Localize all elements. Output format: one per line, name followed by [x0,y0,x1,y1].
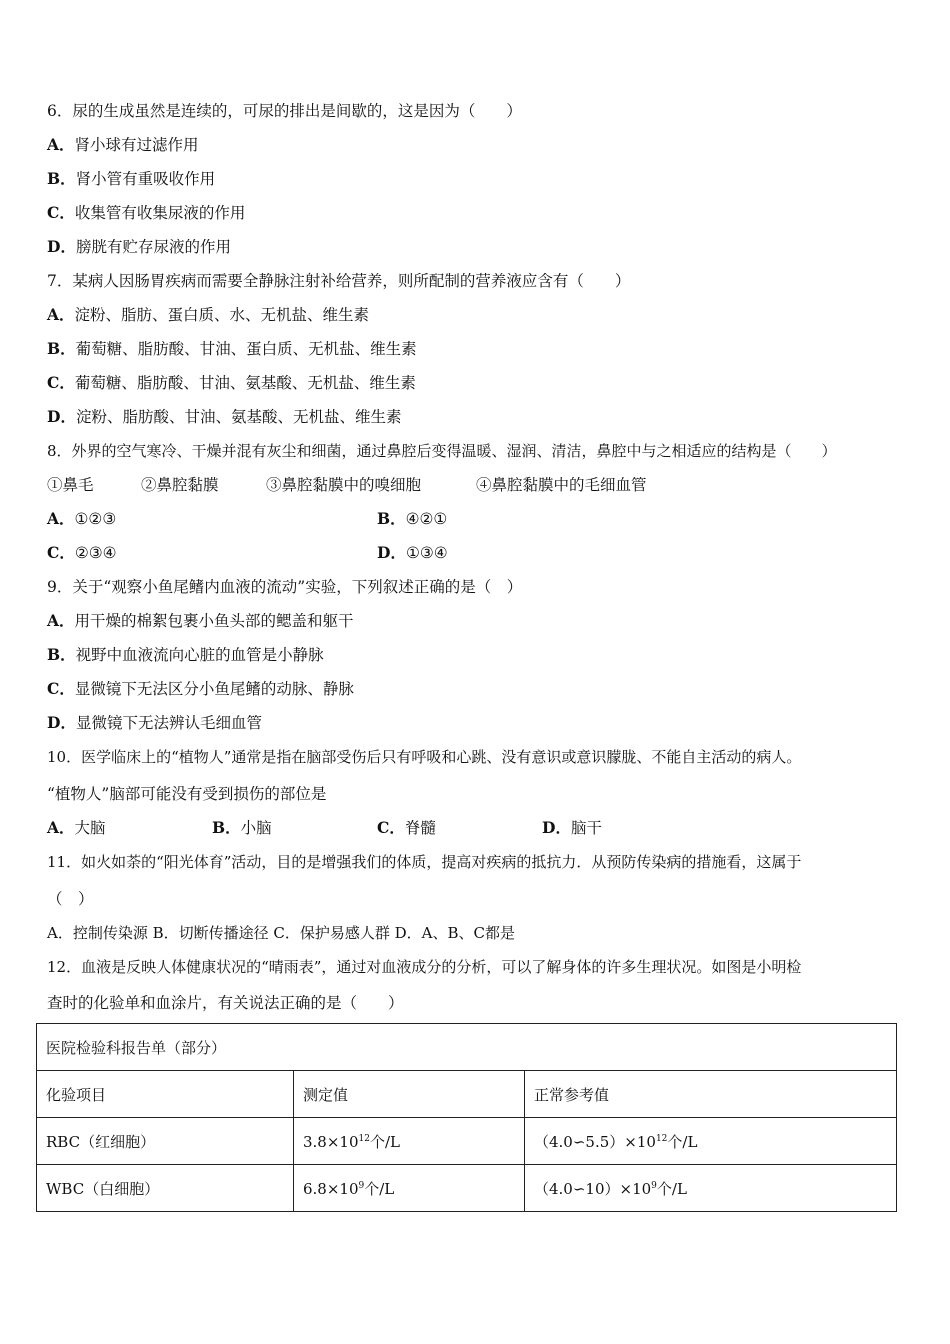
cell-item: WBC（白细胞） [37,1165,294,1212]
option-letter: A． [47,611,75,630]
option-letter: A． [47,509,75,528]
q6-stem: 6．尿的生成虽然是连续的，可尿的排出是间歇的，这是因为（ ） [47,102,522,120]
ref-base: （4.0∽10）×10 [534,1179,652,1198]
option-text: 收集管有收集尿液的作用 [74,204,246,222]
q10-stem-line1: 10．医学临床上的“植物人”通常是指在脑部受伤后只有呼吸和心跳、没有意识或意识朦胧、不能自主活动的病人。 [47,748,802,766]
q11-stem-line2: （ ） [47,890,94,908]
q6-option-c [47,203,245,223]
q11-options: A．控制传染源 B．切断传播途径 C．保护易感人群 D．A、B、C都是 [47,924,515,942]
option-letter: B． [47,339,76,358]
q10-option-a [47,818,106,838]
option-text: 淀粉、脂肪、蛋白质、水、无机盐、维生素 [74,306,370,324]
q10-stem-line2: “植物人”脑部可能没有受到损伤的部位是 [47,785,327,803]
lab-report-table [36,1023,897,1212]
cell-value [294,1165,525,1212]
q8-stem: 8．外界的空气寒冷、干燥并混有灰尘和细菌，通过鼻腔后变得温暖、湿润、清洁，鼻腔中与之相适应的结构是（ ） [47,442,837,460]
cell-reference [525,1118,897,1165]
option-text: 葡萄糖、脂肪酸、甘油、氨基酸、无机盐、维生素 [74,374,416,392]
option-text: 脊髓 [404,819,436,837]
value-unit: 个/L [364,1179,395,1198]
q8-option-b [377,509,447,529]
q10-option-d [542,818,602,838]
option-letter: A． [47,135,75,154]
q8-item-1: ①鼻毛 [47,476,94,494]
q7-option-c [47,373,416,393]
option-text: ①③④ [405,544,448,562]
q6-option-b [47,169,215,189]
option-text: 肾小球有过滤作用 [74,136,199,154]
option-letter: D． [542,818,571,837]
q8-option-c [47,543,117,563]
header-reference: 正常参考值 [525,1071,897,1118]
q8-option-d [377,543,448,563]
q7-option-d [47,407,401,427]
cell-item: RBC（红细胞） [37,1118,294,1165]
q6-option-a [47,135,199,155]
q9-option-a [47,611,354,631]
option-text: 淀粉、脂肪酸、甘油、氨基酸、无机盐、维生素 [75,408,402,426]
q7-option-b [47,339,417,359]
ref-unit: 个/L [656,1179,687,1198]
option-text: 膀胱有贮存尿液的作用 [75,238,231,256]
value-unit: 个/L [369,1132,400,1151]
option-letter: A． [47,305,75,324]
option-letter: D． [47,713,76,732]
ref-exponent: 9 [651,1180,657,1191]
ref-base: （4.0∽5.5）×10 [534,1132,656,1151]
option-text: ①②③ [74,510,117,528]
option-text: 葡萄糖、脂肪酸、甘油、蛋白质、无机盐、维生素 [75,340,417,358]
q12-stem-line2: 查时的化验单和血涂片，有关说法正确的是（ ） [47,994,404,1012]
option-letter: C． [47,203,75,222]
option-letter: C． [47,679,75,698]
q7-stem: 7．某病人因肠胃疾病而需要全静脉注射补给营养，则所配制的营养液应含有（ ） [47,272,631,290]
option-letter: C． [47,543,75,562]
table-title: 医院检验科报告单（部分） [37,1024,897,1071]
option-text: 用干燥的棉絮包裹小鱼头部的鳃盖和躯干 [74,612,354,630]
option-letter: C． [47,373,75,392]
option-letter: D． [377,543,406,562]
q10-option-c [377,818,436,838]
option-letter: C． [377,818,405,837]
q10-option-b [212,818,272,838]
value-exponent: 9 [358,1180,365,1191]
option-letter: B． [47,169,76,188]
q8-item-4: ④鼻腔黏膜中的毛细血管 [476,476,647,494]
q9-option-c [47,679,354,699]
option-text: 小脑 [240,819,272,837]
value-base: 6.8×10 [303,1179,359,1198]
q9-option-d [47,713,262,733]
q9-stem: 9．关于“观察小鱼尾鳍内血液的流动”实验，下列叙述正确的是（ ） [47,578,523,596]
q11-stem-line1: 11．如火如荼的“阳光体育”活动，目的是增强我们的体质，提高对疾病的抵抗力．从预防传染病的措施看，这属于 [47,853,802,871]
q6-option-d [47,237,231,257]
option-letter: B． [47,645,76,664]
option-text: 显微镜下无法区分小鱼尾鳍的动脉、静脉 [74,680,354,698]
option-text: 显微镜下无法辨认毛细血管 [75,714,262,732]
q8-item-3: ③鼻腔黏膜中的嗅细胞 [266,476,422,494]
header-value: 测定值 [294,1071,525,1118]
q8-option-a [47,509,116,529]
value-base: 3.8×10 [303,1132,359,1151]
option-letter: D． [47,407,76,426]
q9-option-b [47,645,324,665]
cell-value [294,1118,525,1165]
header-item: 化验项目 [37,1071,294,1118]
option-text: 脑干 [570,819,602,837]
option-text: 肾小管有重吸收作用 [75,170,216,188]
option-text: ②③④ [74,544,117,562]
table-row [37,1165,897,1212]
q7-option-a [47,305,369,325]
q12-stem-line1: 12．血液是反映人体健康状况的“晴雨表”，通过对血液成分的分析，可以了解身体的许多生理状况。如图是小明检 [47,958,802,976]
ref-exponent: 12 [655,1133,668,1144]
table-row [37,1118,897,1165]
q8-item-2: ②鼻腔黏膜 [141,476,219,494]
cell-reference [525,1165,897,1212]
option-text: 大脑 [74,819,106,837]
table-title-row [37,1024,897,1071]
ref-unit: 个/L [667,1132,698,1151]
value-exponent: 12 [358,1133,370,1144]
option-letter: A． [47,818,75,837]
option-letter: B． [212,818,241,837]
option-letter: B． [377,509,406,528]
option-text: ④②① [405,510,448,528]
table-header-row [37,1071,897,1118]
option-text: 视野中血液流向心脏的血管是小静脉 [75,646,324,664]
option-letter: D． [47,237,76,256]
